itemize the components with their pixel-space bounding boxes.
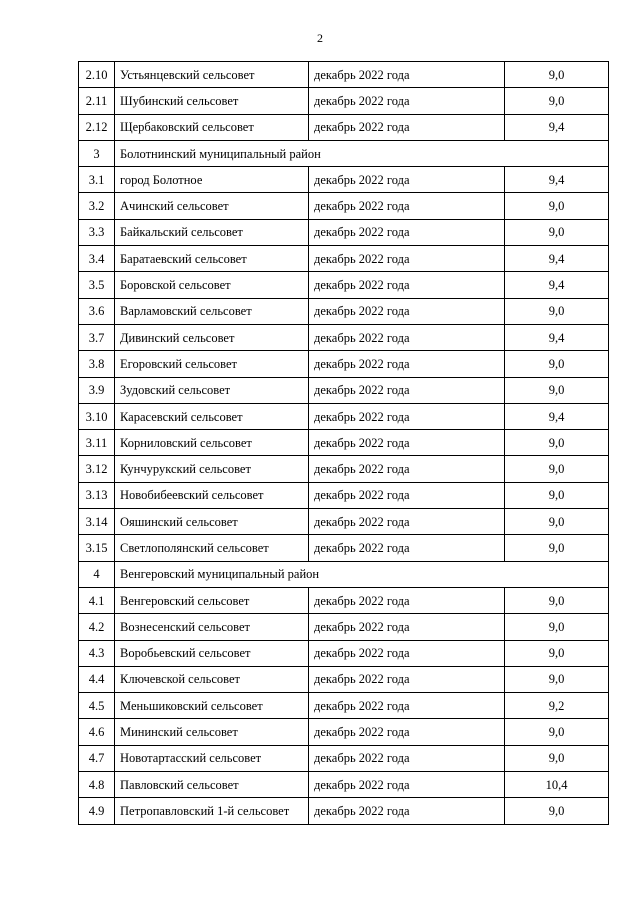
section-row: [79, 140, 609, 166]
section-title: Болотнинский муниципальный район: [115, 140, 609, 166]
rate-value: 9,0: [505, 587, 609, 613]
settlement-name: Корниловский сельсовет: [115, 430, 309, 456]
effective-date: декабрь 2022 года: [309, 535, 505, 561]
rate-value: 9,0: [505, 193, 609, 219]
effective-date: декабрь 2022 года: [309, 693, 505, 719]
table-row: [79, 272, 609, 298]
effective-date: декабрь 2022 года: [309, 482, 505, 508]
settlement-name: Боровской сельсовет: [115, 272, 309, 298]
settlement-name: Байкальский сельсовет: [115, 219, 309, 245]
rate-value: 9,0: [505, 351, 609, 377]
table-row: [79, 745, 609, 771]
effective-date: декабрь 2022 года: [309, 88, 505, 114]
settlement-name: Егоровский сельсовет: [115, 351, 309, 377]
row-number: 3.4: [79, 246, 115, 272]
row-number: 3.5: [79, 272, 115, 298]
row-number: 3.12: [79, 456, 115, 482]
table-row: [79, 456, 609, 482]
row-number: 4.7: [79, 745, 115, 771]
effective-date: декабрь 2022 года: [309, 219, 505, 245]
table-body: [79, 62, 609, 825]
row-number: 4.6: [79, 719, 115, 745]
settlement-name: Щербаковский сельсовет: [115, 114, 309, 140]
effective-date: декабрь 2022 года: [309, 351, 505, 377]
effective-date: декабрь 2022 года: [309, 377, 505, 403]
rate-value: 9,0: [505, 88, 609, 114]
settlement-name: Вознесенский сельсовет: [115, 614, 309, 640]
row-number: 4.1: [79, 587, 115, 613]
rate-value: 9,0: [505, 377, 609, 403]
row-number: 2.11: [79, 88, 115, 114]
row-number: 3.6: [79, 298, 115, 324]
rate-value: 9,0: [505, 482, 609, 508]
table-row: [79, 719, 609, 745]
table-row: [79, 377, 609, 403]
rate-value: 9,4: [505, 272, 609, 298]
table-row: [79, 587, 609, 613]
table-row: [79, 351, 609, 377]
effective-date: декабрь 2022 года: [309, 640, 505, 666]
row-number: 3.8: [79, 351, 115, 377]
table-row: [79, 666, 609, 692]
rate-value: 9,0: [505, 614, 609, 640]
row-number: 3.11: [79, 430, 115, 456]
rate-value: 9,4: [505, 167, 609, 193]
settlement-name: Меньшиковский сельсовет: [115, 693, 309, 719]
page-number: 2: [317, 31, 323, 45]
table-row: [79, 798, 609, 824]
table-row: [79, 693, 609, 719]
settlement-name: Ключевской сельсовет: [115, 666, 309, 692]
settlement-name: Варламовский сельсовет: [115, 298, 309, 324]
table-row: [79, 430, 609, 456]
row-number: 4.5: [79, 693, 115, 719]
table-row: [79, 167, 609, 193]
settlement-name: Новотартасский сельсовет: [115, 745, 309, 771]
effective-date: декабрь 2022 года: [309, 114, 505, 140]
effective-date: декабрь 2022 года: [309, 719, 505, 745]
rate-value: 9,0: [505, 456, 609, 482]
table-row: [79, 535, 609, 561]
settlement-name: Шубинский сельсовет: [115, 88, 309, 114]
rate-value: 9,2: [505, 693, 609, 719]
effective-date: декабрь 2022 года: [309, 666, 505, 692]
effective-date: декабрь 2022 года: [309, 614, 505, 640]
effective-date: декабрь 2022 года: [309, 193, 505, 219]
effective-date: декабрь 2022 года: [309, 772, 505, 798]
effective-date: декабрь 2022 года: [309, 246, 505, 272]
table-row: [79, 403, 609, 429]
row-number: 3.13: [79, 482, 115, 508]
effective-date: декабрь 2022 года: [309, 587, 505, 613]
table-row: [79, 193, 609, 219]
table-row: [79, 324, 609, 350]
table-row: [79, 88, 609, 114]
settlement-name: Баратаевский сельсовет: [115, 246, 309, 272]
settlement-name: Карасевский сельсовет: [115, 403, 309, 429]
row-number: 4.3: [79, 640, 115, 666]
row-number: 4.4: [79, 666, 115, 692]
settlement-name: Новобибеевский сельсовет: [115, 482, 309, 508]
rate-value: 9,0: [505, 509, 609, 535]
settlement-name: Воробьевский сельсовет: [115, 640, 309, 666]
settlement-name: Зудовский сельсовет: [115, 377, 309, 403]
row-number: 3.7: [79, 324, 115, 350]
table-row: [79, 614, 609, 640]
rate-value: 9,0: [505, 666, 609, 692]
row-number: 4.2: [79, 614, 115, 640]
settlement-name: Светлополянский сельсовет: [115, 535, 309, 561]
rate-value: 9,0: [505, 298, 609, 324]
settlement-name: Венгеровский сельсовет: [115, 587, 309, 613]
table-row: [79, 509, 609, 535]
row-number: 3.9: [79, 377, 115, 403]
rate-value: 9,0: [505, 798, 609, 824]
row-number: 2.12: [79, 114, 115, 140]
rate-value: 9,0: [505, 640, 609, 666]
section-number: 4: [79, 561, 115, 587]
rate-value: 9,4: [505, 324, 609, 350]
effective-date: декабрь 2022 года: [309, 509, 505, 535]
row-number: 3.14: [79, 509, 115, 535]
table-row: [79, 246, 609, 272]
settlement-name: город Болотное: [115, 167, 309, 193]
section-number: 3: [79, 140, 115, 166]
settlement-name: Ояшинский сельсовет: [115, 509, 309, 535]
table-row: [79, 772, 609, 798]
section-title: Венгеровский муниципальный район: [115, 561, 609, 587]
row-number: 2.10: [79, 62, 115, 88]
effective-date: декабрь 2022 года: [309, 272, 505, 298]
settlement-name: Мининский сельсовет: [115, 719, 309, 745]
table-row: [79, 219, 609, 245]
effective-date: декабрь 2022 года: [309, 62, 505, 88]
table-row: [79, 62, 609, 88]
rate-value: 9,0: [505, 745, 609, 771]
effective-date: декабрь 2022 года: [309, 456, 505, 482]
row-number: 3.1: [79, 167, 115, 193]
table-row: [79, 640, 609, 666]
rate-value: 9,4: [505, 246, 609, 272]
table-row: [79, 298, 609, 324]
effective-date: декабрь 2022 года: [309, 798, 505, 824]
tariff-table: [78, 61, 609, 825]
row-number: 3.2: [79, 193, 115, 219]
rate-value: 9,0: [505, 719, 609, 745]
effective-date: декабрь 2022 года: [309, 167, 505, 193]
settlement-name: Устьянцевский сельсовет: [115, 62, 309, 88]
settlement-name: Кунчурукский сельсовет: [115, 456, 309, 482]
table-row: [79, 482, 609, 508]
effective-date: декабрь 2022 года: [309, 430, 505, 456]
settlement-name: Дивинский сельсовет: [115, 324, 309, 350]
rate-value: 9,0: [505, 430, 609, 456]
settlement-name: Павловский сельсовет: [115, 772, 309, 798]
effective-date: декабрь 2022 года: [309, 298, 505, 324]
table-row: [79, 114, 609, 140]
row-number: 4.8: [79, 772, 115, 798]
settlement-name: Ачинский сельсовет: [115, 193, 309, 219]
section-row: [79, 561, 609, 587]
rate-value: 9,4: [505, 114, 609, 140]
effective-date: декабрь 2022 года: [309, 324, 505, 350]
row-number: 3.15: [79, 535, 115, 561]
settlement-name: Петропавловский 1-й сельсовет: [115, 798, 309, 824]
row-number: 3.3: [79, 219, 115, 245]
effective-date: декабрь 2022 года: [309, 403, 505, 429]
rate-value: 9,0: [505, 219, 609, 245]
rate-value: 9,4: [505, 403, 609, 429]
row-number: 4.9: [79, 798, 115, 824]
rate-value: 10,4: [505, 772, 609, 798]
effective-date: декабрь 2022 года: [309, 745, 505, 771]
rate-value: 9,0: [505, 62, 609, 88]
rate-value: 9,0: [505, 535, 609, 561]
row-number: 3.10: [79, 403, 115, 429]
